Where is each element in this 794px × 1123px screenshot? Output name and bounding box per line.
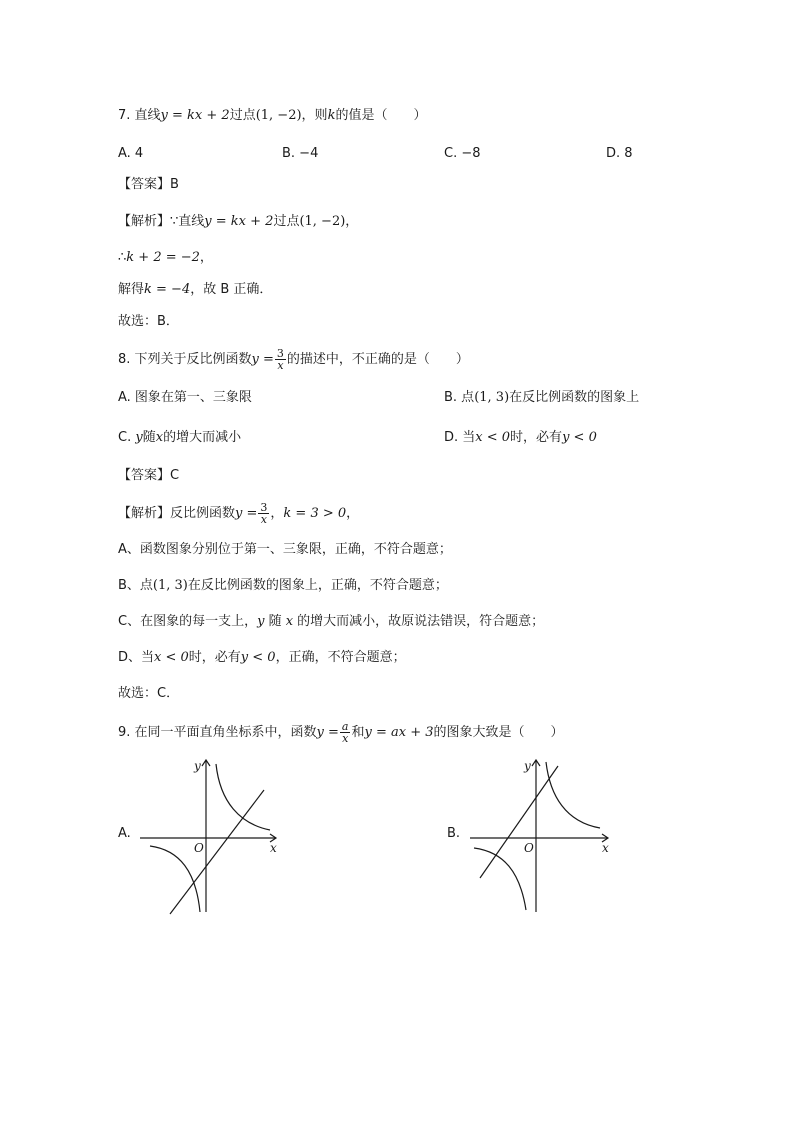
q7-stem-mid2: ，则 [301,108,328,123]
q8-d-line-cond: x < 0 [154,650,189,665]
q7-option-d: D. 8 [606,146,633,161]
q8-opt-c-x: x [155,430,164,445]
origin-label: O [524,841,534,855]
q8-opt-b-suffix: 在反比例函数的图象上 [509,390,640,405]
q8-d-line-prefix: D、当 [118,650,155,665]
q7-analysis-label: 【解析】 [118,214,171,229]
q8-opt-d-res: y < 0 [562,430,597,445]
q8-opt-c-prefix: C. [118,430,136,445]
q8-answer: 【答案】C [118,468,180,483]
q7-analysis-eq2: k + 2 = −2 [126,250,200,265]
q7-option-a: A. 4 [118,146,144,161]
q8-y-eq: y = [251,352,274,367]
q7-solve-text: 解得 [118,282,145,297]
axis-x-label: x [270,841,277,855]
q7-stem [118,106,426,126]
q8-opt-d-prefix: D. 当 [444,430,476,445]
q8-analysis-c [118,612,544,632]
q9-frac-num: a [341,720,349,733]
q7-point: (1, −2) [255,108,302,123]
q7-stem-prefix: 7. 直线 [118,108,161,123]
q7-analysis-line1 [118,212,358,232]
q8-b-line-prefix: B、点 [118,578,153,593]
q8-opt-c-mid: 随 [142,430,156,445]
q9-fraction [340,721,351,744]
q8-analysis-d [118,648,406,668]
hyperbola-branch-q1 [216,764,270,830]
q7-analysis-text-b: 过点 [273,214,300,229]
q8-opt-b-prefix: B. 点 [444,390,475,405]
linear-graph [480,766,558,878]
q9-graph-a [130,752,290,920]
q7-answer: 【答案】B [118,177,179,192]
q7-option-b: B. −4 [282,146,319,161]
q8-opt-c-suffix: 的增大而减小 [163,430,242,445]
q7-analysis-eq: y = kx + 2 [204,214,274,229]
q8-opt-d-cond: x < 0 [475,430,511,445]
axis-y-label: y [194,759,201,773]
linear-graph [170,790,264,914]
q8-c-line-y: y [257,614,265,629]
q8-analysis-sep: ， [270,506,284,521]
q8-opt-b-point: (1, 3) [474,390,510,405]
q8-stem-prefix: 8. 下列关于反比例函数 [118,352,252,367]
q7-option-c: C. −8 [444,146,481,161]
q8-analysis-k: k = 3 > 0 [283,506,347,521]
q7-analysis-line3 [118,280,272,300]
q7-analysis-comma: ， [345,214,359,229]
q9-frac-den: x [342,732,349,745]
q9-stem-prefix: 9. 在同一平面直角坐标系中，函数 [118,725,317,740]
q8-d-line-mid: 时，必有 [188,650,241,665]
q8-option-b [444,388,639,408]
q9-graph-b [462,752,622,920]
q8-analysis-label: 【解析】反比例函数 [118,506,236,521]
q8-analysis-end: ， [346,506,360,521]
q7-analysis-point: (1, −2) [299,214,346,229]
q9-y-eq: y = [316,725,339,740]
q8-c-line-prefix: C、在图象的每一支上， [118,614,258,629]
hyperbola-branch-q3 [474,848,526,910]
q7-analysis-line2 [118,248,213,268]
q7-analysis-comma2: ， [199,250,213,265]
q8-stem [118,346,469,374]
q8-d-line-suffix: ，正确，不符合题意； [275,650,406,665]
q8-opt-c-y: y [135,430,143,445]
therefore-symbol: ∴ [118,250,127,265]
q8-analysis-frac-num: 3 [260,501,268,514]
q8-analysis-b [118,576,448,596]
q9-option-a-label: A. [118,826,131,841]
q9-eq2: y = ax + 3 [364,725,434,740]
q9-option-b-label: B. [447,826,461,841]
q8-conclusion: 故选：C． [118,686,180,701]
q8-analysis-fraction [258,502,269,525]
q8-analysis-a: A、函数图象分别位于第一、三象限，正确，不符合题意； [118,542,452,557]
axis-x-label: x [602,841,609,855]
q7-var: k [327,108,336,123]
q8-fraction [275,348,286,371]
q8-frac-num: 3 [276,347,284,360]
q7-conclusion: 故选：B． [118,314,179,329]
q8-c-line-suffix: 的增大而减小，故原说法错误，符合题意； [293,614,545,629]
q8-analysis-line1 [118,500,359,528]
q7-analysis-text: ∵直线 [170,214,205,229]
q8-b-line-suffix: 在反比例函数的图象上，正确，不符合题意； [187,578,448,593]
origin-label: O [194,841,204,855]
q8-option-d [444,428,597,448]
axis-y-label: y [524,759,531,773]
q9-stem [118,718,564,748]
q8-b-line-point: (1, 3) [152,578,188,593]
q7-equation: y = kx + 2 [160,108,230,123]
q8-option-c [118,428,241,448]
q8-analysis-frac-den: x [260,513,267,526]
q8-c-line-mid: 随 [264,614,286,629]
q7-solve-eq: k = −4 [144,282,191,297]
q8-frac-den: x [277,359,284,372]
q8-option-a: A. 图象在第一、三象限 [118,390,252,405]
q8-analysis-y-eq: y = [235,506,258,521]
q8-d-line-res: y < 0 [240,650,276,665]
q8-opt-d-mid: 时，必有 [510,430,563,445]
q9-stem-mid: 和 [351,725,365,740]
hyperbola-branch-q3 [150,846,200,912]
q8-stem-suffix: 的描述中，不正确的是（ ） [286,352,469,367]
q7-stem-suffix: 的值是（ ） [335,108,427,123]
q8-c-line-x: x [285,614,294,629]
q7-solve-conclusion: ，故 B 正确． [190,282,273,297]
q7-stem-mid: 过点 [229,108,256,123]
q9-stem-suffix: 的图象大致是（ ） [433,725,564,740]
